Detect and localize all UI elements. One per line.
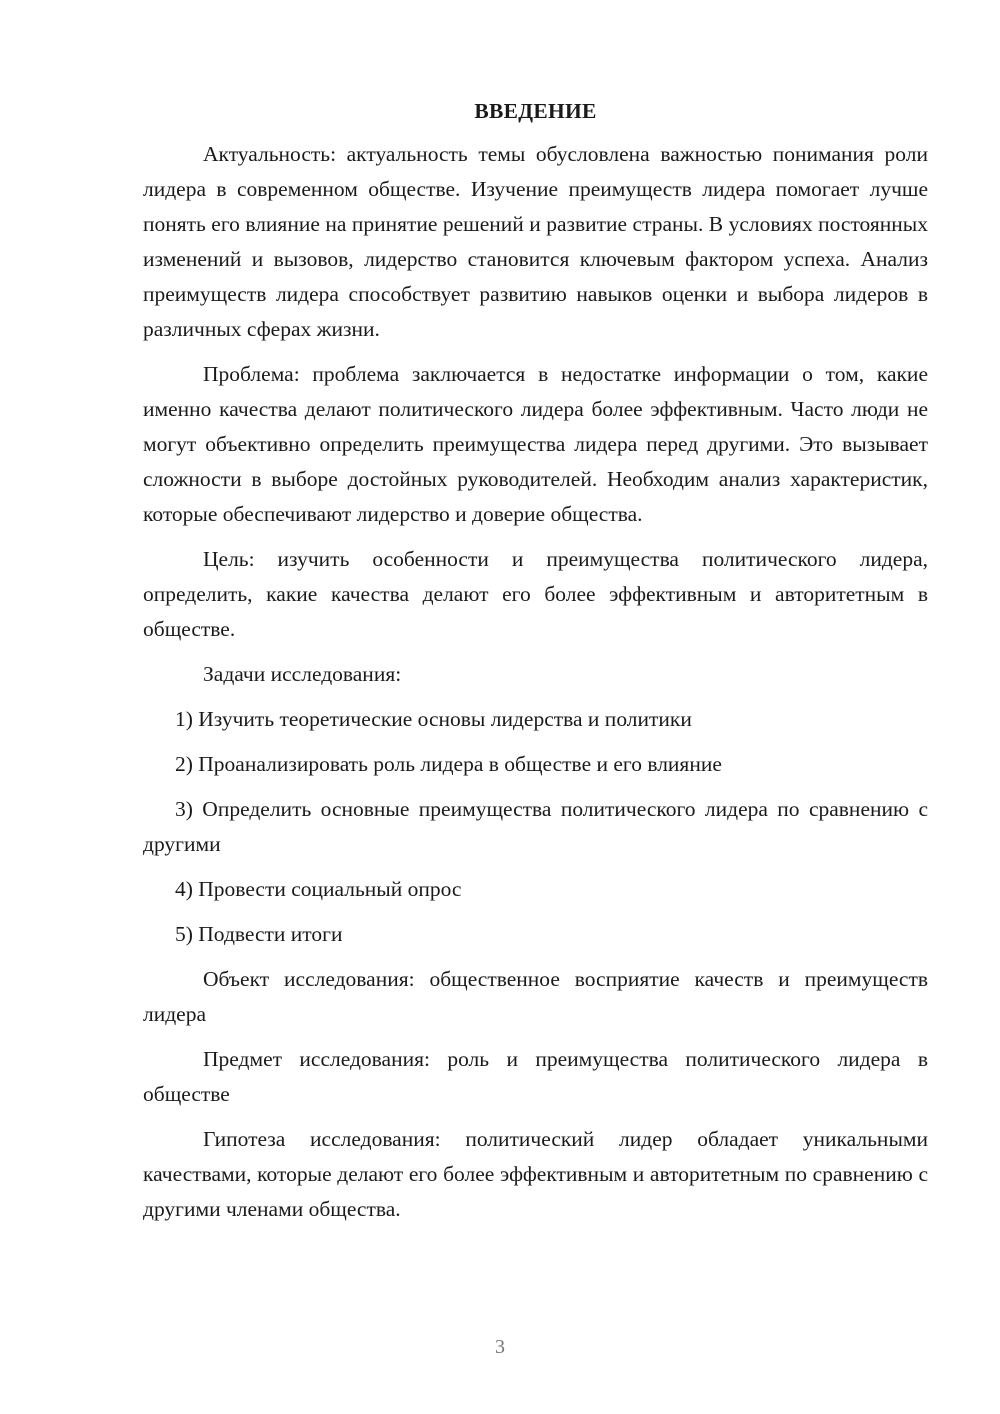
section-title: ВВЕДЕНИЕ — [474, 99, 597, 123]
hypothesis-paragraph: Гипотеза исследования: политический лидер обладает уникальными качествами, которые делают его более эффективным и авторитетным по сравнению с другими членами общества. — [143, 1127, 928, 1221]
task-item-2: 2) Проанализировать роль лидера в обществе и его влияние — [175, 752, 722, 776]
task-item-3: 3) Определить основные преимущества политического лидера по сравнению с другими — [143, 797, 928, 856]
task-item-5: 5) Подвести итоги — [175, 922, 343, 946]
relevance-paragraph: Актуальность: актуальность темы обусловлена важностью понимания роли лидера в современном обществе. Изучение преимуществ лидера помогает лучше понять его влияние на принятие решений и развитие страны. В условиях постоянных изменений и вызовов, лидерство становится ключевым фактором успеха. Анализ преимуществ лидера способствует развитию навыков оценки и выбора лидеров в различных сферах жизни. — [143, 142, 928, 341]
problem-paragraph: Проблема: проблема заключается в недостатке информации о том, какие именно качества делают политического лидера более эффективным. Часто люди не могут объективно определить преимущества лидера перед другими. Это вызывает сложности в выборе достойных руководителей. Необходим анализ характеристик, которые обеспечивают лидерство и доверие общества. — [143, 362, 928, 526]
task-item-4: 4) Провести социальный опрос — [175, 877, 462, 901]
goal-paragraph: Цель: изучить особенности и преимущества политического лидера, определить, какие качества делают его более эффективным и авторитетным в обществе. — [143, 547, 928, 641]
task-item-1: 1) Изучить теоретические основы лидерства и политики — [175, 707, 692, 731]
page-body — [143, 94, 928, 1237]
tasks-heading: Задачи исследования: — [203, 662, 402, 686]
object-paragraph: Объект исследования: общественное восприятие качеств и преимуществ лидера — [143, 967, 928, 1026]
page-number: 3 — [495, 1336, 505, 1358]
subject-paragraph: Предмет исследования: роль и преимущества политического лидера в обществе — [143, 1047, 928, 1106]
